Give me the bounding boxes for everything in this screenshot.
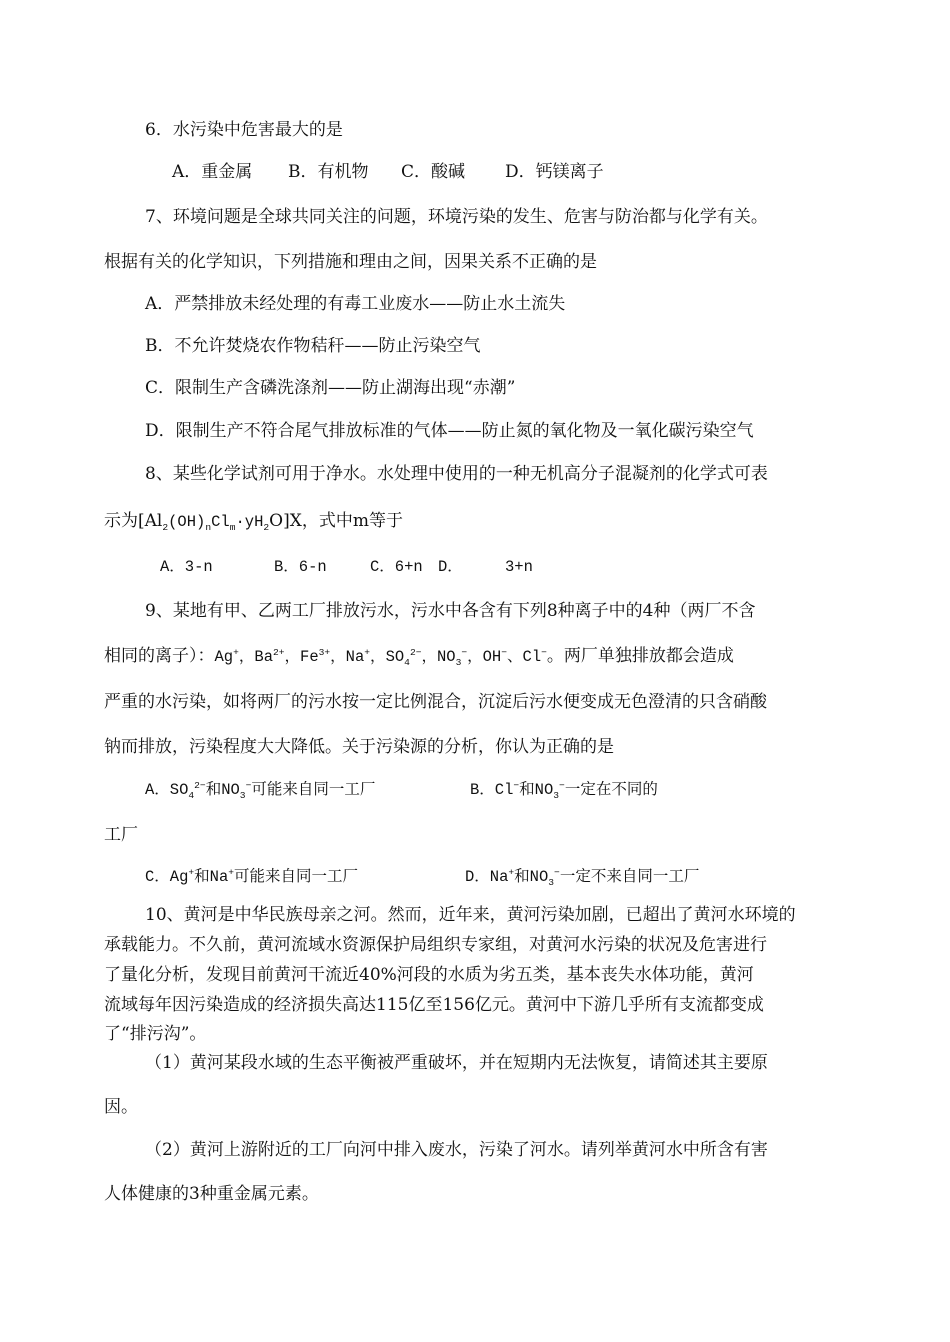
q8-stem-line2: 示为$[Al_2(OH)_nCl_m\cdot yH_2O]X$，式中m等于: [104, 511, 403, 534]
q6-option-c: C．酸碱: [401, 162, 466, 182]
q10-stem-line3: 了量化分析，发现目前黄河干流近40%河段的水质为劣五类，基本丧失水体功能，黄河: [104, 965, 754, 985]
q6-stem: 6．水污染中危害最大的是: [145, 120, 343, 140]
q10-stem-line5: 了“排污沟”。: [104, 1024, 207, 1044]
q7-stem-line1: 7、环境问题是全球共同关注的问题，环境污染的发生、危害与防治都与化学有关。: [145, 207, 768, 227]
q9-option-a: A．$SO_4^{2-}$和$NO_3^-$可能来自同一工厂: [145, 779, 376, 802]
q9-option-d: D．Na+和$NO_3^-$一定不来自同一工厂: [465, 866, 700, 889]
q10-stem-line1: 10、黄河是中华民族母亲之河。然而，近年来，黄河污染加剧，已超出了黄河水环境的: [145, 905, 796, 925]
q6-option-a: A．重金属: [172, 162, 253, 182]
q10-sub2-line1: （2）黄河上游附近的工厂向河中排入废水，污染了河水。请列举黄河水中所含有害: [145, 1140, 768, 1160]
q9-stem-line2: 相同的离子）：Ag+，$Ba^{2+}$，$Fe^{3+}$，Na+，$SO_4^{2-}$，$NO_3^-$，OH−、Cl−。两厂单独排放都会造成: [104, 646, 734, 669]
q7-option-c: C．限制生产含磷洗涤剂——防止湖海出现“赤潮”: [145, 378, 516, 398]
q8-option-b: B．6-n: [274, 558, 327, 576]
q9-stem-line4: 钠而排放，污染程度大大降低。关于污染源的分析，你认为正确的是: [104, 737, 614, 757]
q8-option-d-label: D．: [438, 558, 463, 576]
q8-option-d-value: 3+n: [505, 558, 533, 576]
q9-stem-line1: 9、某地有甲、乙两工厂排放污水，污水中各含有下列8种离子中的4种（两厂不含: [145, 601, 756, 621]
q8-stem-line1: 8、某些化学试剂可用于净水。水处理中使用的一种无机高分子混凝剂的化学式可表: [145, 464, 768, 484]
q10-stem-line2: 承载能力。不久前，黄河流域水资源保护局组织专家组，对黄河水污染的状况及危害进行: [104, 935, 767, 955]
q7-option-a: A．严禁排放未经处理的有毒工业废水——防止水土流失: [145, 294, 566, 314]
q9-option-c: C．Ag+和Na+可能来自同一工厂: [145, 866, 359, 886]
q10-sub1-line1: （1）黄河某段水域的生态平衡被严重破坏，并在短期内无法恢复，请简述其主要原: [145, 1053, 768, 1073]
q6-option-b: B．有机物: [288, 162, 369, 182]
q10-sub1-line2: 因。: [104, 1097, 138, 1117]
q7-option-b: B．不允许焚烧农作物秸秆——防止污染空气: [145, 336, 481, 356]
q9-option-b: B．Cl−和$NO_3^-$一定在不同的: [470, 779, 658, 802]
q10-sub2-line2: 人体健康的3种重金属元素。: [104, 1184, 319, 1204]
q7-stem-line2: 根据有关的化学知识，下列措施和理由之间，因果关系不正确的是: [104, 252, 597, 272]
q9-option-b-wrap: 工厂: [104, 825, 138, 845]
q7-option-d: D．限制生产不符合尾气排放标准的气体——防止氮的氧化物及一氧化碳污染空气: [145, 421, 754, 441]
q8-option-c: C．6+n: [370, 558, 423, 576]
q6-option-d: D．钙镁离子: [505, 162, 604, 182]
q9-stem-line3: 严重的水污染，如将两厂的污水按一定比例混合，沉淀后污水便变成无色澄清的只含硝酸: [104, 692, 767, 712]
q8-option-a: A．3-n: [160, 558, 213, 576]
q10-stem-line4: 流域每年因污染造成的经济损失高达115亿至156亿元。黄河中下游几乎所有支流都变成: [104, 995, 764, 1015]
